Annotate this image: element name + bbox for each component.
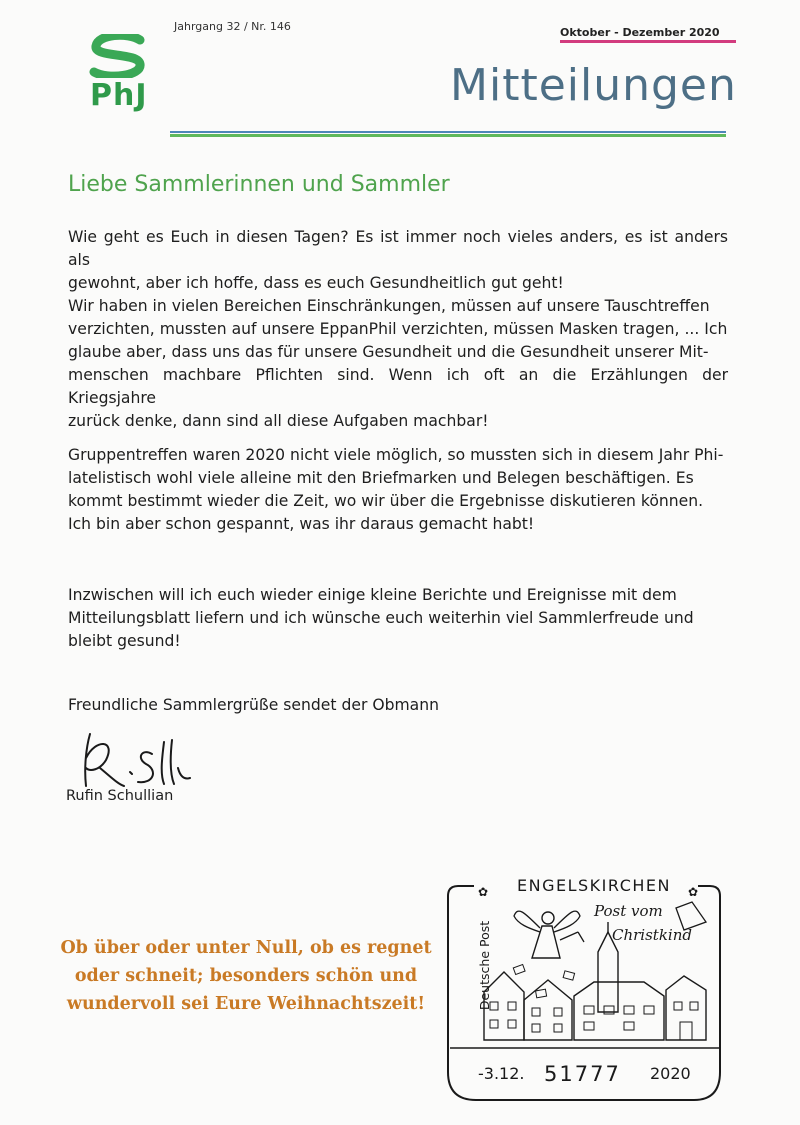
salutation-heading: Liebe Sammlerinnen und Sammler [68, 172, 450, 197]
wish-line: Ob über oder unter Null, ob es regnet [60, 938, 432, 958]
christmas-wish [56, 934, 436, 1018]
paragraph-line: latelistisch wohl viele alleine mit den Briefmarken und Belegen beschäftigen. Es [68, 469, 694, 487]
postmark-motto-line1: Post vom [594, 902, 663, 920]
paragraph-1 [68, 226, 728, 433]
postmark-year: 2020 [650, 1064, 691, 1083]
paragraph-line: Inzwischen will ich euch wieder einige kleine Berichte und Ereignisse mit dem [68, 586, 677, 604]
svg-text:✿: ✿ [478, 885, 489, 899]
closing-line: Freundliche Sammlergrüße sendet der Obmann [68, 696, 440, 714]
postmark-stamp [444, 872, 724, 1104]
paragraph-line: kommt bestimmt wieder die Zeit, wo wir über die Ergebnisse diskutieren können. [68, 492, 704, 510]
paragraph-line: Wie geht es Euch in diesen Tagen? Es ist immer noch vieles anders, es ist anders als [68, 228, 728, 269]
paragraph-line: Mitteilungsblatt liefern und ich wünsche euch weiterhin viel Sammlerfreude und [68, 609, 694, 627]
logo-s-shape [88, 34, 148, 78]
paragraph-line: zurück denke, dann sind all diese Aufgaben machbar! [68, 412, 489, 430]
header-rule-blue [170, 131, 726, 133]
handwritten-signature [72, 728, 222, 794]
postmark-date: -3.12. [478, 1064, 525, 1083]
paragraph-line: menschen machbare Pflichten sind. Wenn ich oft an die Erzählungen der Kriegsjahre [68, 366, 728, 407]
header-rule-green [170, 134, 726, 137]
signer-name: Rufin Schullian [66, 788, 174, 804]
paragraph-2 [68, 444, 728, 536]
paragraph-3 [68, 584, 728, 653]
svg-text:✿: ✿ [688, 885, 699, 899]
paragraph-line: gewohnt, aber ich hoffe, dass es euch Gesundheitlich gut geht! [68, 274, 564, 292]
paragraph-line: Gruppentreffen waren 2020 nicht viele möglich, so mussten sich in diesem Jahr Phi- [68, 446, 724, 464]
paragraph-line: bleibt gesund! [68, 632, 181, 650]
paragraph-line: verzichten, mussten auf unsere EppanPhil verzichten, müssen Masken tragen, ... Ich [68, 320, 728, 338]
issue-number: Jahrgang 32 / Nr. 146 [174, 20, 291, 33]
paragraph-line: Wir haben in vielen Bereichen Einschränkungen, müssen auf unsere Tauschtreffen [68, 297, 710, 315]
phj-logo [84, 34, 164, 120]
paragraph-line: Ich bin aber schon gespannt, was ihr daraus gemacht habt! [68, 515, 535, 533]
wish-line: wundervoll sei Eure Weihnachtszeit! [66, 994, 426, 1014]
postmark-zip: 51777 [544, 1062, 621, 1086]
masthead-title: Mitteilungen [450, 60, 737, 111]
wish-line: oder schneit; besonders schön und [74, 966, 418, 986]
period-underline [560, 40, 736, 43]
logo-text: PhJ [90, 78, 148, 113]
postmark-motto-line2: Christkind [612, 926, 692, 944]
postmark-vertical-text: Deutsche Post [477, 920, 493, 1011]
paragraph-line: glaube aber, dass uns das für unsere Gesundheit und die Gesundheit unserer Mit- [68, 343, 709, 361]
postmark-town: ENGELSKIRCHEN [517, 876, 671, 895]
issue-period: Oktober - Dezember 2020 [560, 26, 720, 39]
